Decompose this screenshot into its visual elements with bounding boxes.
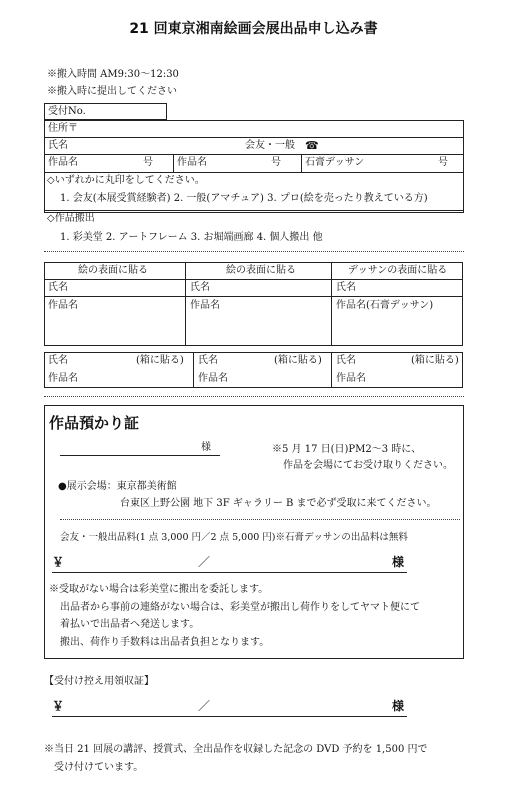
box-work-1[interactable]: 作品名 [48, 373, 78, 384]
voucher-title: 作品預かり証 [49, 414, 140, 432]
box-name-2[interactable]: 氏名 [198, 355, 218, 366]
receipt-sama: 様 [392, 699, 405, 713]
dvd-note-1: ※当日 21 回展の講評、授賞式、全出品作を収録した記念の DVD 予約を 1,500 円で [44, 744, 428, 755]
divider [331, 352, 332, 388]
divider [331, 262, 332, 346]
consign-note-4: 搬出、荷作り手数料は出品者負担となります。 [60, 637, 270, 648]
divider [193, 352, 194, 388]
venue-address: 台東区上野公園 地下 3F ギャラリー B まで必ず受取に来てください。 [120, 498, 437, 509]
pickup-note-1: ※5 月 17 日(日)PM2～3 時に、 [272, 444, 422, 455]
divider [173, 154, 174, 172]
divider [44, 296, 463, 297]
name-underline [60, 455, 220, 456]
venue-name: ●展示会場：東京都美術館 [58, 481, 177, 492]
plaster-dessin-field[interactable]: 石膏デッサン [305, 157, 365, 168]
slash: ／ [198, 555, 211, 569]
consign-note-2: 出品者から事前の連絡がない場合は、彩美堂が搬出し荷作りをしてヤマト便にて [60, 602, 420, 613]
size-label: 号 [438, 157, 448, 168]
box-stick-2: (箱に貼る) [274, 355, 322, 366]
name-field[interactable]: 氏名 [48, 140, 68, 151]
label-header-2: 絵の表面に貼る [226, 265, 296, 276]
fee-note: 会友・一般出品料(1 点 3,000 円／2 点 5,000 円)※石膏デッサンの出品料は無料 [60, 532, 408, 543]
label-header-3: デッサンの表面に貼る [348, 265, 448, 276]
box-name-1[interactable]: 氏名 [48, 355, 68, 366]
cut-line [44, 251, 464, 252]
divider [44, 210, 464, 211]
category-instruction: ◇いずれかに丸印をしてください。 [47, 175, 205, 186]
amount-underline[interactable] [52, 572, 407, 573]
box-stick-1: (箱に貼る) [136, 355, 184, 366]
divider [301, 154, 302, 172]
note-delivery-time: ※搬入時間 AM9:30～12:30 [47, 69, 179, 80]
removal-options[interactable]: 1. 彩美堂 2. アートフレーム 3. お堀端画廊 4. 個人搬出 他 [60, 232, 323, 243]
divider [44, 172, 464, 173]
voucher-recipient-sama: 様 [392, 555, 405, 569]
divider [185, 262, 186, 346]
cut-line [60, 519, 460, 520]
category-options[interactable]: 1. 会友(本展受賞経験者) 2. 一般(アマチュア) 3. プロ(絵を売ったり教えている方) [60, 193, 428, 204]
size-label: 号 [143, 157, 153, 168]
yen-symbol: ￥ [52, 555, 65, 569]
voucher-sama: 様 [201, 442, 211, 453]
work-name-2-field[interactable]: 作品名 [177, 157, 207, 168]
box-work-3[interactable]: 作品名 [336, 373, 366, 384]
label-name-1[interactable]: 氏名 [48, 282, 68, 293]
label-work-3[interactable]: 作品名(石膏デッサン) [336, 300, 434, 311]
receipt-amount-underline[interactable] [52, 716, 407, 717]
label-work-1[interactable]: 作品名 [48, 300, 78, 311]
box-stick-3: (箱に貼る) [411, 355, 459, 366]
page-title: 21 回東京湘南絵画会展出品申し込み書 [129, 21, 378, 37]
pickup-note-2: 作品を会場にてお受け取りください。 [283, 460, 453, 471]
box-name-3[interactable]: 氏名 [336, 355, 356, 366]
note-submit: ※搬入時に提出してください [47, 86, 177, 97]
divider [44, 154, 464, 155]
label-name-2[interactable]: 氏名 [190, 282, 210, 293]
address-field[interactable]: 住所〒 [48, 123, 78, 134]
size-label: 号 [271, 157, 281, 168]
removal-label: ◇作品搬出 [47, 213, 95, 224]
label-work-2[interactable]: 作品名 [190, 300, 220, 311]
box-labels-table [44, 352, 463, 388]
label-name-3[interactable]: 氏名 [336, 282, 356, 293]
receipt-slash: ／ [198, 699, 211, 713]
divider [44, 137, 464, 138]
receipt-label: 【受付け控え用領収証】 [44, 676, 154, 687]
phone-icon: ☎ [305, 139, 319, 152]
receipt-number-label: 受付No. [48, 106, 86, 117]
receipt-yen-symbol: ￥ [52, 699, 65, 713]
consign-note-1: ※受取がない場合は彩美堂に搬出を委託します。 [49, 584, 269, 595]
cut-line [44, 396, 464, 397]
consign-note-3: 着払いで出品者へ発送します。 [60, 619, 200, 630]
box-work-2[interactable]: 作品名 [198, 373, 228, 384]
receipt-number-box[interactable] [44, 103, 167, 120]
member-general-label: 会友・一般 [245, 140, 295, 151]
label-header-1: 絵の表面に貼る [78, 265, 148, 276]
dvd-note-2: 受け付けています。 [54, 762, 144, 773]
work-name-1-field[interactable]: 作品名 [48, 157, 78, 168]
divider [44, 279, 463, 280]
